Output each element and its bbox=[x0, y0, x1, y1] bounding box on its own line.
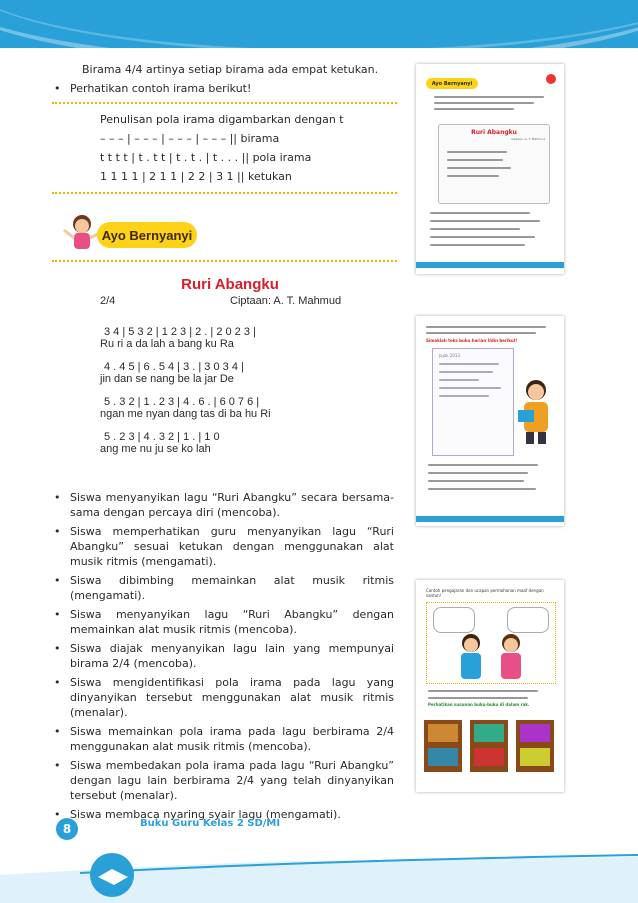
thumb-text-line bbox=[430, 236, 535, 238]
bullet-dot: • bbox=[54, 642, 61, 655]
song-notes: 5 . 2 3 | 4 . 3 2 | 1 . | 1 0 bbox=[104, 431, 220, 443]
thumb-text-line bbox=[434, 96, 544, 98]
song-line bbox=[100, 431, 380, 455]
rhythm-line: 1 1 1 1 | 2 1 1 | 2 2 | 3 1 || ketukan bbox=[100, 170, 292, 183]
thumb-text-line bbox=[430, 228, 520, 230]
thumb-dialog-box bbox=[426, 602, 556, 684]
bullet-dot: • bbox=[54, 725, 61, 738]
thumb-task: Perhatikan susunan buku-buku di dalam rak. bbox=[428, 702, 530, 707]
list-item-text: Siswa membedakan pola irama pada lagu “Ruri Abangku” dengan lagu lain berbirama 2/4 yang telah dinyanyikan tersebut (menalar). bbox=[70, 759, 394, 802]
song-notes: 5 . 3 2 | 1 . 2 3 | 4 . 6 . | 6 0 7 6 | bbox=[104, 396, 260, 408]
thumb-text-line bbox=[428, 472, 528, 474]
thumb-text-line bbox=[430, 212, 530, 214]
thumb-text-line bbox=[447, 151, 507, 153]
rhythm-line: – – – | – – – | – – – | – – – || birama bbox=[100, 132, 280, 145]
thumb-text-line bbox=[428, 697, 528, 699]
header-band bbox=[0, 0, 638, 48]
song-lyrics: ang me nu ju se ko lah bbox=[100, 443, 211, 455]
list-item-text: Siswa mengidentifikasi pola irama pada lagu yang dinyanyikan tersebut menggunakan alat musik ritmis (menalar). bbox=[70, 676, 394, 719]
bullet-dot: • bbox=[54, 608, 61, 621]
page-thumbnail-1 bbox=[416, 64, 564, 274]
song-sheet bbox=[100, 276, 380, 455]
thumb-text-line bbox=[447, 159, 503, 161]
thumb-text-line bbox=[434, 102, 534, 104]
thumb-text-line bbox=[434, 108, 514, 110]
speech-bubble-icon bbox=[507, 607, 549, 633]
thumb-text-line bbox=[426, 332, 536, 334]
thumb-text-line bbox=[430, 244, 525, 246]
song-notes: 4 . 4 5 | 6 . 5 4 | 3 . | 3 0 3 4 | bbox=[104, 361, 244, 373]
song-meta bbox=[100, 293, 380, 309]
bullet-dot: • bbox=[54, 491, 61, 504]
bullet-dot: • bbox=[54, 808, 61, 821]
song-title: Ruri Abangku bbox=[181, 276, 279, 293]
list-item bbox=[52, 641, 394, 671]
song-line bbox=[100, 396, 380, 420]
rhythm-line: t t t t | t . t t | t . t . | t . . . || pola irama bbox=[100, 151, 312, 164]
thumb-text-line bbox=[439, 371, 493, 373]
song-notes: 3 4 | 5 3 2 | 1 2 3 | 2 . | 2 0 2 3 | bbox=[104, 326, 256, 338]
thumb-text-line bbox=[439, 379, 479, 381]
divider-dotted bbox=[52, 192, 397, 194]
footer-wave bbox=[0, 833, 638, 903]
list-item bbox=[52, 675, 394, 720]
list-item-text: Siswa memperhatikan guru menyanyikan lagu “Ruri Abangku” sesuai ketukan dengan menggunakan alat musik ritmis (mengamati). bbox=[70, 525, 394, 568]
list-item bbox=[52, 490, 394, 520]
thumb-heading: Contoh pengajaran dan ucapan permohonan maaf dengan santun! bbox=[426, 588, 544, 598]
list-item bbox=[52, 573, 394, 603]
thumb-footer-bar bbox=[416, 262, 564, 268]
children-talking-icon bbox=[431, 631, 551, 681]
thumb-badge bbox=[546, 74, 556, 84]
thumb-text-line bbox=[439, 395, 489, 397]
bullet-dot: • bbox=[54, 82, 61, 95]
bullet-dot: • bbox=[54, 574, 61, 587]
song-lyrics: ngan me nyan dang tas di ba hu Ri bbox=[100, 408, 271, 420]
list-item bbox=[52, 758, 394, 803]
thumb-heading: Ayo Bernyanyi bbox=[426, 78, 478, 89]
song-line bbox=[100, 325, 380, 350]
time-signature: 2/4 bbox=[100, 295, 116, 307]
boy-reading-icon bbox=[516, 376, 556, 446]
thumb-song-title: Ruri Abangku bbox=[471, 129, 517, 136]
divider-dotted bbox=[52, 260, 397, 262]
thumb-song-box bbox=[438, 124, 550, 204]
rhythm-line: Penulisan pola irama digambarkan dengan t bbox=[100, 113, 344, 126]
bookshelf-icon bbox=[422, 716, 558, 774]
activity-list bbox=[52, 490, 394, 826]
list-item bbox=[52, 724, 394, 754]
list-item-text: Siswa memainkan pola irama pada lagu berbirama 2/4 menggunakan alat musik ritmis (mencoba). bbox=[70, 725, 394, 753]
list-item-text: Siswa membaca nyaring syair lagu (mengamati). bbox=[70, 808, 341, 821]
thumb-text-line bbox=[428, 480, 524, 482]
song-line bbox=[100, 361, 380, 385]
list-item-text: Siswa diajak menyanyikan lagu lain yang mempunyai birama 2/4 (mencoba). bbox=[70, 642, 394, 670]
thumb-text-line bbox=[428, 488, 536, 490]
list-item bbox=[52, 607, 394, 637]
thumb-text-line bbox=[447, 175, 499, 177]
composer: Ciptaan: A. T. Mahmud bbox=[230, 295, 342, 307]
song-lyrics: jin dan se nang be la jar De bbox=[100, 373, 234, 385]
list-item-text: Siswa menyanyikan lagu “Ruri Abangku” secara bersama-sama dengan percaya diri (mencoba). bbox=[70, 491, 394, 519]
page-number: 8 bbox=[56, 818, 78, 840]
bullet-dot: • bbox=[54, 676, 61, 689]
page-thumbnail-2 bbox=[416, 316, 564, 526]
thumb-text-line bbox=[426, 326, 546, 328]
list-item bbox=[52, 524, 394, 569]
ayo-bernyanyi-label: Ayo Bernyanyi bbox=[97, 222, 197, 248]
thumb-text-line bbox=[439, 363, 499, 365]
main-column bbox=[52, 62, 397, 194]
thumb-composer: Ciptaan: A. T. Mahmud bbox=[511, 137, 545, 141]
thumb-diary bbox=[432, 348, 514, 456]
intro-bullet bbox=[52, 81, 397, 96]
speech-bubble-icon bbox=[433, 607, 475, 633]
footer-title: Buku Guru Kelas 2 SD/MI bbox=[140, 818, 281, 829]
thumb-text-line bbox=[430, 220, 540, 222]
thumb-diary-date: Jajak 2013 bbox=[439, 353, 460, 358]
bullet-dot: • bbox=[54, 759, 61, 772]
page-thumbnail-3 bbox=[416, 580, 564, 792]
list-item-text: Siswa menyanyikan lagu “Ruri Abangku” dengan memainkan alat musik ritmis (mencoba). bbox=[70, 608, 394, 636]
song-lyrics: Ru ri a da lah a bang ku Ra bbox=[100, 338, 234, 350]
list-item-text: Siswa dibimbing memainkan alat musik ritmis (mengamati). bbox=[70, 574, 394, 602]
thumb-text-line bbox=[428, 464, 538, 466]
thumb-text-line bbox=[428, 690, 538, 692]
thumb-heading: Simaklah teks buku harian Udin berikut! bbox=[426, 338, 518, 343]
bullet-dot: • bbox=[54, 525, 61, 538]
thumb-text-line bbox=[439, 387, 501, 389]
thumb-footer-bar bbox=[416, 516, 564, 522]
intro-line: Birama 4/4 artinya setiap birama ada empat ketukan. bbox=[82, 63, 379, 76]
thumb-text-line bbox=[447, 167, 511, 169]
intro-bullet-text: Perhatikan contoh irama berikut! bbox=[70, 82, 252, 95]
rhythm-box bbox=[52, 104, 397, 192]
